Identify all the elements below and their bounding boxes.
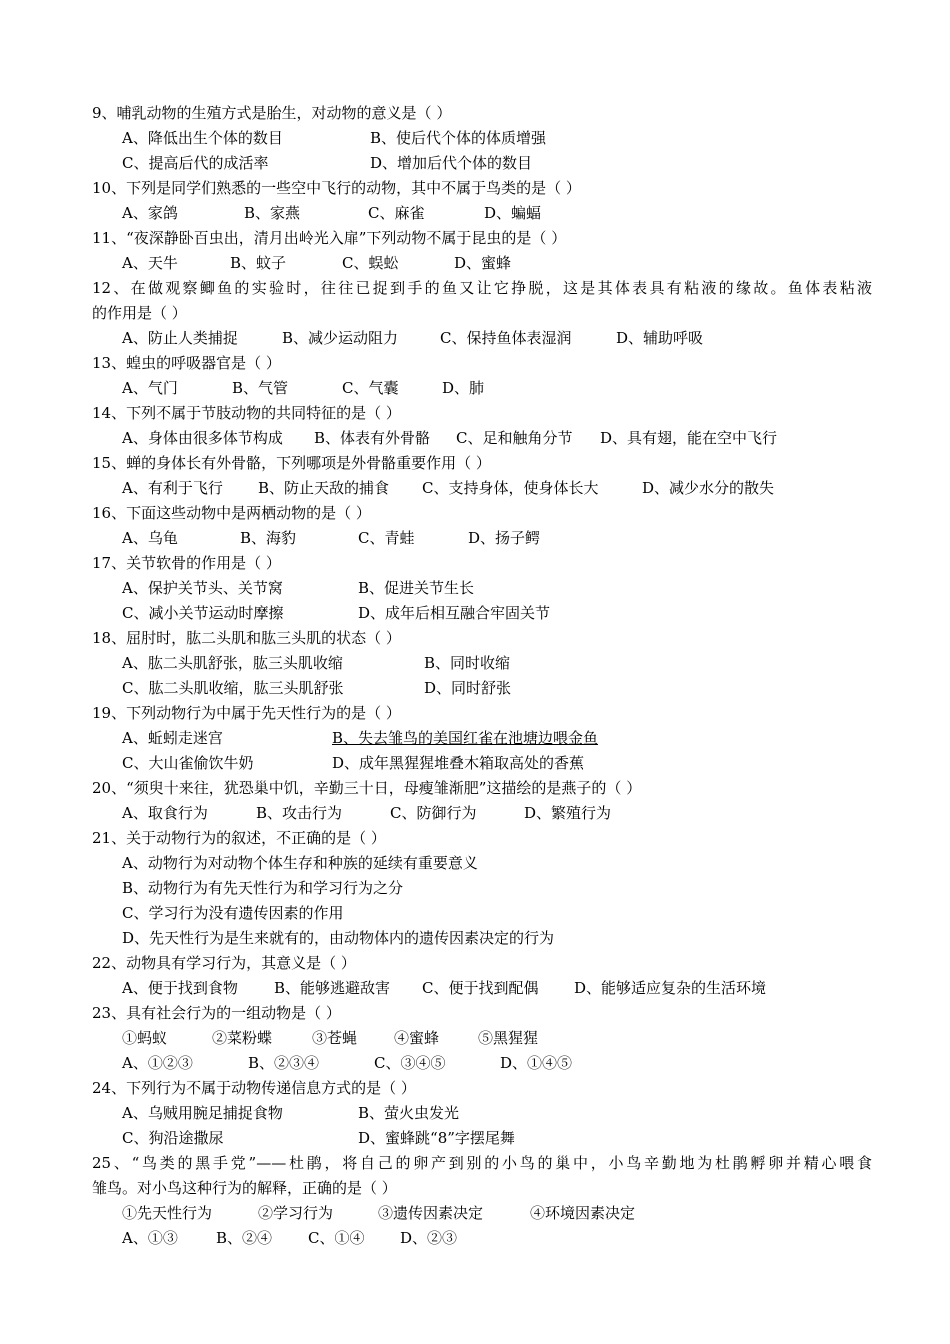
option-b: B、气管: [232, 379, 289, 397]
option-a: A、便于找到食物: [122, 979, 238, 997]
question-18-options-row-2: [122, 676, 902, 701]
option-a: A、乌龟: [122, 529, 178, 547]
question-13-stem: 13、蝗虫的呼吸器官是（ ）: [92, 354, 281, 372]
option-a: A、气门: [122, 379, 178, 397]
option-b: B、②③④: [248, 1054, 320, 1072]
item-2: ②菜粉蝶: [212, 1029, 273, 1047]
question-9-stem: 9、哺乳动物的生殖方式是胎生，对动物的意义是（ ）: [92, 104, 452, 122]
item-3: ③苍蝇: [312, 1029, 358, 1047]
option-d: D、辅助呼吸: [616, 329, 704, 347]
question-24-options-row-2: [122, 1126, 902, 1151]
question-17-options-row-2: [122, 601, 902, 626]
option-b: B、体表有外骨骼: [314, 429, 431, 447]
question-23-options: [122, 1051, 902, 1076]
question-19-stem: 19、下列动物行为中属于先天性行为的是（ ）: [92, 704, 401, 722]
question-21-option-b: B、动物行为有先天性行为和学习行为之分: [122, 879, 404, 897]
question-10-options: [122, 201, 902, 226]
question-25-options: [122, 1226, 902, 1251]
question-11-stem: 11、“夜深静卧百虫出，清月出岭光入扉”下列动物不属于昆虫的是（ ）: [92, 229, 567, 247]
option-d: D、能够适应复杂的生活环境: [574, 979, 767, 997]
item-4: ④蜜蜂: [394, 1029, 440, 1047]
option-a: A、有利于飞行: [122, 479, 223, 497]
option-b: B、海豹: [240, 529, 297, 547]
question-10-stem: 10、下列是同学们熟悉的一些空中飞行的动物，其中不属于鸟类的是（ ）: [92, 179, 581, 197]
option-a: A、蚯蚓走迷宫: [122, 729, 223, 747]
option-c: C、便于找到配偶: [422, 979, 539, 997]
option-a: A、①②③: [122, 1054, 193, 1072]
option-d: D、②③: [400, 1229, 458, 1247]
option-c: C、气囊: [342, 379, 399, 397]
question-21-stem: 21、关于动物行为的叙述，不正确的是（ ）: [92, 829, 386, 847]
question-9-options-row-2: [122, 151, 902, 176]
option-b: B、促进关节生长: [358, 579, 475, 597]
item-4: ④环境因素决定: [530, 1204, 636, 1222]
option-c: C、蜈蚣: [342, 254, 399, 272]
option-b: B、萤火虫发光: [358, 1104, 460, 1122]
item-1: ①先天性行为: [122, 1204, 213, 1222]
question-17-stem: 17、关节软骨的作用是（ ）: [92, 554, 281, 572]
option-c: C、防御行为: [390, 804, 477, 822]
option-b: B、防止天敌的捕食: [258, 479, 390, 497]
question-25-stem-line-2: 雏鸟。对小鸟这种行为的解释，正确的是（ ）: [92, 1179, 397, 1197]
question-21-option-d: D、先天性行为是生来就有的，由动物体内的遗传因素决定的行为: [122, 929, 555, 947]
option-d: D、蝙蝠: [484, 204, 542, 222]
question-24-options-row-1: [122, 1101, 902, 1126]
question-21-option-c: C、学习行为没有遗传因素的作用: [122, 904, 344, 922]
item-1: ①蚂蚁: [122, 1029, 168, 1047]
item-2: ②学习行为: [258, 1204, 334, 1222]
option-a: A、取食行为: [122, 804, 208, 822]
option-d: D、肺: [442, 379, 485, 397]
option-d: D、成年后相互融合牢固关节: [358, 604, 551, 622]
option-c: C、肱二头肌收缩，肱三头肌舒张: [122, 679, 344, 697]
option-b: B、能够逃避敌害: [274, 979, 391, 997]
question-22-options: [122, 976, 902, 1001]
option-c: C、狗沿途撒尿: [122, 1129, 224, 1147]
option-d: D、蜜蜂: [454, 254, 512, 272]
option-a: A、乌贼用腕足捕捉食物: [122, 1104, 283, 1122]
option-d: D、繁殖行为: [524, 804, 612, 822]
option-c: C、支持身体，使身体长大: [422, 479, 599, 497]
question-23-stem: 23、具有社会行为的一组动物是（ ）: [92, 1004, 341, 1022]
option-d: D、同时舒张: [424, 679, 512, 697]
item-3: ③遗传因素决定: [378, 1204, 484, 1222]
question-22-stem: 22、动物具有学习行为，其意义是（ ）: [92, 954, 356, 972]
question-20-options: [122, 801, 902, 826]
question-18-options-row-1: [122, 651, 902, 676]
question-12-options: [122, 326, 902, 351]
option-d: D、具有翅，能在空中飞行: [600, 429, 778, 447]
question-16-options: [122, 526, 902, 551]
option-d: D、扬子鳄: [468, 529, 541, 547]
question-19-options-row-1: [122, 726, 902, 751]
option-a: A、天牛: [122, 254, 178, 272]
question-18-stem: 18、屈肘时，肱二头肌和肱三头肌的状态（ ）: [92, 629, 401, 647]
question-12-stem-line-2: 的作用是（ ）: [92, 304, 187, 322]
option-c: C、大山雀偷饮牛奶: [122, 754, 254, 772]
question-16-stem: 16、下面这些动物中是两栖动物的是（ ）: [92, 504, 371, 522]
option-b: B、家燕: [244, 204, 301, 222]
option-d: D、①④⑤: [500, 1054, 573, 1072]
question-13-options: [122, 376, 902, 401]
option-a: A、家鸽: [122, 204, 178, 222]
question-23-items: [122, 1026, 902, 1051]
option-b: B、使后代个体的体质增强: [370, 129, 547, 147]
option-b: B、攻击行为: [256, 804, 343, 822]
question-19-options-row-2: [122, 751, 902, 776]
option-c: C、提高后代的成活率: [122, 154, 269, 172]
option-b: B、同时收缩: [424, 654, 511, 672]
option-b: B、蚊子: [230, 254, 287, 272]
option-a: A、防止人类捕捉: [122, 329, 238, 347]
option-d: D、增加后代个体的数目: [370, 154, 533, 172]
option-c: C、麻雀: [368, 204, 425, 222]
option-c: C、①④: [308, 1229, 365, 1247]
question-14-stem: 14、下列不属于节肢动物的共同特征的是（ ）: [92, 404, 401, 422]
option-b: B、②④: [216, 1229, 273, 1247]
option-d: D、减少水分的散失: [642, 479, 775, 497]
option-c: C、青蛙: [358, 529, 415, 547]
option-a: A、身体由很多体节构成: [122, 429, 283, 447]
option-c: C、保持鱼体表湿润: [440, 329, 572, 347]
question-15-stem: 15、蝉的身体长有外骨骼，下列哪项是外骨骼重要作用（ ）: [92, 454, 491, 472]
question-9-options-row-1: [122, 126, 902, 151]
option-b: B、失去雏鸟的美国红雀在池塘边喂金鱼: [332, 729, 599, 747]
option-c: C、足和触角分节: [456, 429, 573, 447]
question-24-stem: 24、下列行为不属于动物传递信息方式的是（ ）: [92, 1079, 416, 1097]
question-17-options-row-1: [122, 576, 902, 601]
option-b: B、减少运动阻力: [282, 329, 399, 347]
question-20-stem: 20、“须臾十来往，犹恐巢中饥，辛勤三十日，母瘦雏渐肥”这描绘的是燕子的（ ）: [92, 779, 642, 797]
option-c: C、③④⑤: [374, 1054, 446, 1072]
option-a: A、肱二头肌舒张，肱三头肌收缩: [122, 654, 343, 672]
item-5: ⑤黑猩猩: [478, 1029, 539, 1047]
question-11-options: [122, 251, 902, 276]
question-25-items: [122, 1201, 902, 1226]
option-a: A、①③: [122, 1229, 178, 1247]
option-a: A、保护关节头、关节窝: [122, 579, 283, 597]
option-c: C、减小关节运动时摩擦: [122, 604, 284, 622]
option-a: A、降低出生个体的数目: [122, 129, 283, 147]
question-14-options: [122, 426, 902, 451]
option-d: D、蜜蜂跳“8”字摆尾舞: [358, 1129, 515, 1147]
question-21-option-a: A、动物行为对动物个体生存和种族的延续有重要意义: [122, 854, 478, 872]
question-12-stem-line-1: 12、在做观察鲫鱼的实验时，往往已捉到手的鱼又让它挣脱，这是其体表具有粘液的缘故。鱼体表粘液: [92, 279, 872, 297]
question-25-stem-line-1: 25、“鸟类的黑手党”——杜鹃，将自己的卵产到别的小鸟的巢中，小鸟辛勤地为杜鹃孵卵并精心喂食: [92, 1154, 872, 1172]
question-15-options: [122, 476, 902, 501]
option-d: D、成年黑猩猩堆叠木箱取高处的香蕉: [332, 754, 585, 772]
